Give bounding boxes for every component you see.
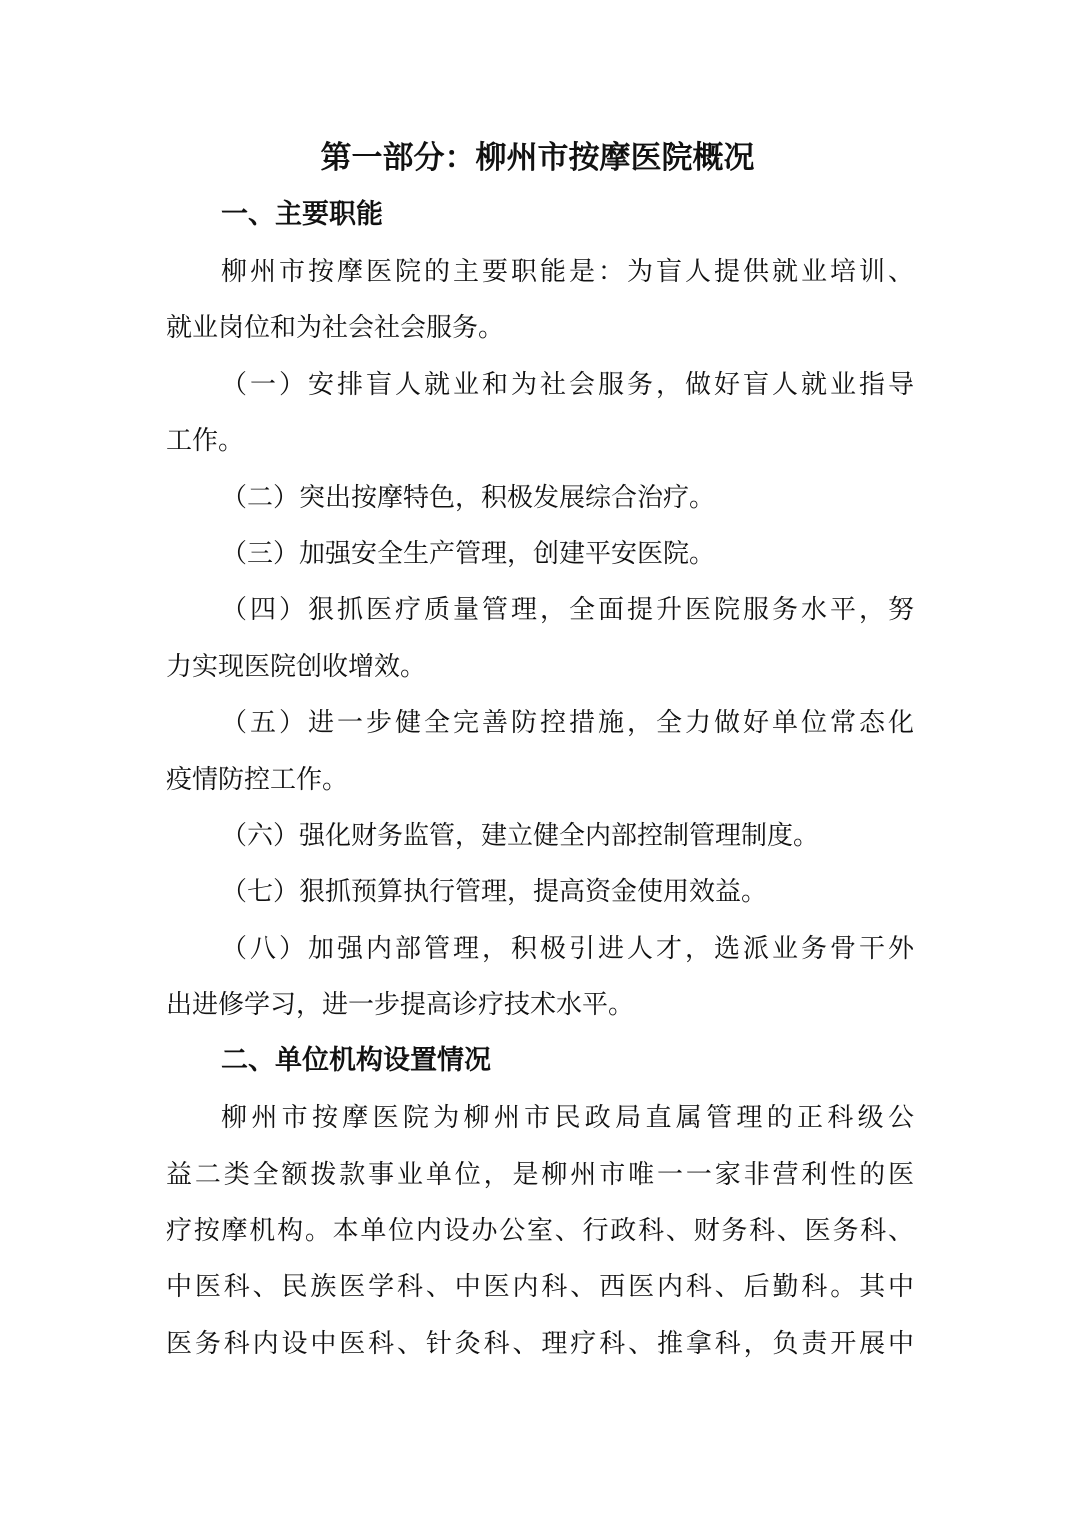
paragraph-line: 工作。 bbox=[166, 426, 245, 456]
paragraph-line: 力实现医院创收增效。 bbox=[166, 652, 427, 682]
paragraph-line: （七）狠抓预算执行管理，提高资金使用效益。 bbox=[221, 877, 768, 907]
paragraph-line: 益二类全额拨款事业单位，是柳州市唯一一家非营利性的医 bbox=[166, 1160, 914, 1190]
paragraph-line: 柳州市按摩医院为柳州市民政局直属管理的正科级公 bbox=[221, 1103, 914, 1133]
paragraph-line: （四）狠抓医疗质量管理，全面提升医院服务水平，努 bbox=[221, 595, 914, 625]
paragraph-line: 中医科、民族医学科、中医内科、西医内科、后勤科。其中 bbox=[166, 1272, 914, 1302]
paragraph-line: 医务科内设中医科、针灸科、理疗科、推拿科，负责开展中 bbox=[166, 1329, 914, 1359]
paragraph-line: （八）加强内部管理，积极引进人才，选派业务骨干外 bbox=[221, 934, 914, 964]
paragraph-line: （六）强化财务监管，建立健全内部控制管理制度。 bbox=[221, 821, 820, 851]
page-title: 第一部分：柳州市按摩医院概况 bbox=[320, 140, 755, 176]
paragraph-line: 就业岗位和为社会社会服务。 bbox=[166, 313, 505, 343]
section-heading-main-functions: 一、主要职能 bbox=[221, 199, 383, 230]
paragraph-line: 出进修学习，进一步提高诊疗技术水平。 bbox=[166, 990, 635, 1020]
paragraph-line: （五）进一步健全完善防控措施，全力做好单位常态化 bbox=[221, 708, 914, 738]
paragraph-line: 柳州市按摩医院的主要职能是：为盲人提供就业培训、 bbox=[221, 257, 914, 287]
paragraph-line: 疗按摩机构。本单位内设办公室、行政科、财务科、医务科、 bbox=[166, 1216, 914, 1246]
section-heading-organization: 二、单位机构设置情况 bbox=[221, 1045, 491, 1076]
paragraph-line: 疫情防控工作。 bbox=[166, 765, 349, 795]
paragraph-line: （一）安排盲人就业和为社会服务，做好盲人就业指导 bbox=[221, 370, 914, 400]
paragraph-line: （二）突出按摩特色，积极发展综合治疗。 bbox=[221, 483, 716, 513]
paragraph-line: （三）加强安全生产管理，创建平安医院。 bbox=[221, 539, 716, 569]
